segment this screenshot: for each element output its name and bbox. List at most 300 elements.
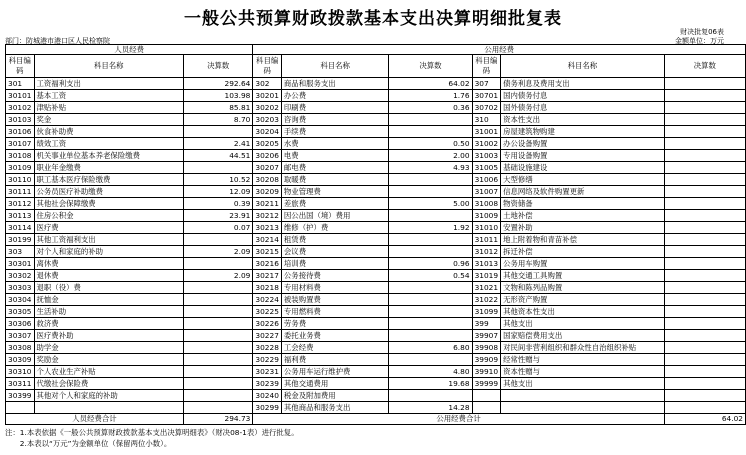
name-cell: 工会经费 <box>281 342 388 354</box>
name-cell: 退休费 <box>34 270 183 282</box>
table-row <box>6 114 746 126</box>
name-cell: 咨询费 <box>281 114 388 126</box>
table-row <box>6 138 746 150</box>
name-cell: 差旅费 <box>281 198 388 210</box>
code-cell: 31001 <box>472 126 501 138</box>
code-cell: 39909 <box>472 354 501 366</box>
col-amount-header: 决算数 <box>389 55 472 78</box>
name-cell: 物资储备 <box>501 198 665 210</box>
amount-cell <box>389 186 472 198</box>
code-cell: 30305 <box>6 306 35 318</box>
code-cell: 30311 <box>6 378 35 390</box>
amount-cell <box>664 234 745 246</box>
name-cell: 代缴社会保险费 <box>34 378 183 390</box>
name-cell: 其他资本性支出 <box>501 306 665 318</box>
code-cell: 31010 <box>472 222 501 234</box>
name-cell: 印刷费 <box>281 102 388 114</box>
amount-cell <box>183 378 252 390</box>
name-cell: 资本性赠与 <box>501 366 665 378</box>
table-row <box>6 306 746 318</box>
name-cell: 被装购置费 <box>281 294 388 306</box>
amount-cell: 1.92 <box>389 222 472 234</box>
table-row <box>6 378 746 390</box>
name-cell: 其他商品和服务支出 <box>281 402 388 414</box>
col-code-header: 科目编码 <box>472 55 501 78</box>
name-cell: 其他交通费用 <box>281 378 388 390</box>
name-cell: 对个人和家庭的补助 <box>34 246 183 258</box>
public-total-value: 64.02 <box>664 414 745 425</box>
amount-cell: 2.09 <box>183 246 252 258</box>
name-cell: 住房公积金 <box>34 210 183 222</box>
amount-cell <box>183 342 252 354</box>
code-cell: 31099 <box>472 306 501 318</box>
table-row <box>6 162 746 174</box>
name-cell: 其他支出 <box>501 378 665 390</box>
code-cell: 30199 <box>6 234 35 246</box>
code-cell: 31008 <box>472 198 501 210</box>
name-cell <box>501 402 665 414</box>
amount-cell <box>664 270 745 282</box>
name-cell: 国家赔偿费用支出 <box>501 330 665 342</box>
code-cell: 30227 <box>253 330 282 342</box>
code-cell: 30103 <box>6 114 35 126</box>
amount-cell <box>664 138 745 150</box>
amount-cell <box>664 330 745 342</box>
amount-cell <box>664 210 745 222</box>
code-cell: 30101 <box>6 90 35 102</box>
amount-cell: 0.50 <box>389 138 472 150</box>
code-cell: 30109 <box>6 162 35 174</box>
amount-cell: 5.00 <box>389 198 472 210</box>
amount-cell <box>664 294 745 306</box>
name-cell: 商品和服务支出 <box>281 78 388 90</box>
code-cell: 30110 <box>6 174 35 186</box>
code-cell <box>472 390 501 402</box>
amount-cell: 6.80 <box>389 342 472 354</box>
code-cell: 31005 <box>472 162 501 174</box>
code-cell: 399 <box>472 318 501 330</box>
code-cell: 30211 <box>253 198 282 210</box>
amount-cell <box>664 174 745 186</box>
name-cell: 专用材料费 <box>281 282 388 294</box>
code-cell: 30303 <box>6 282 35 294</box>
code-cell: 30213 <box>253 222 282 234</box>
name-cell: 维修（护）费 <box>281 222 388 234</box>
amount-cell <box>664 114 745 126</box>
name-cell: 基本工资 <box>34 90 183 102</box>
code-cell: 39907 <box>472 330 501 342</box>
table-row <box>6 174 746 186</box>
name-cell: 电费 <box>281 150 388 162</box>
amount-cell <box>664 126 745 138</box>
table-row <box>6 294 746 306</box>
name-cell: 伙食补助费 <box>34 126 183 138</box>
name-cell: 职工基本医疗保险缴费 <box>34 174 183 186</box>
code-cell: 310 <box>472 114 501 126</box>
note-line: 2.本表以“万元”为金额单位（保留两位小数）。 <box>5 439 172 448</box>
amount-cell <box>664 102 745 114</box>
name-cell: 国内债务付息 <box>501 90 665 102</box>
amount-cell <box>183 258 252 270</box>
code-cell: 30112 <box>6 198 35 210</box>
form-code: 财决批复06表 <box>680 28 724 36</box>
name-cell: 职业年金缴费 <box>34 162 183 174</box>
code-cell: 30217 <box>253 270 282 282</box>
code-cell: 39999 <box>472 378 501 390</box>
code-cell: 30201 <box>253 90 282 102</box>
amount-cell: 85.81 <box>183 102 252 114</box>
code-cell: 303 <box>6 246 35 258</box>
name-cell: 水费 <box>281 138 388 150</box>
amount-cell <box>389 114 472 126</box>
amount-cell <box>664 186 745 198</box>
name-cell: 文物和陈列品购置 <box>501 282 665 294</box>
code-cell: 30299 <box>253 402 282 414</box>
table-row <box>6 186 746 198</box>
amount-cell: 19.68 <box>389 378 472 390</box>
code-cell: 30229 <box>253 354 282 366</box>
name-cell <box>501 390 665 402</box>
amount-cell <box>664 366 745 378</box>
personnel-header: 人员经费 <box>6 45 253 55</box>
code-cell: 30107 <box>6 138 35 150</box>
col-name-header: 科目名称 <box>281 55 388 78</box>
amount-cell <box>183 234 252 246</box>
col-code-header: 科目编码 <box>6 55 35 78</box>
code-cell: 30111 <box>6 186 35 198</box>
table-row <box>6 198 746 210</box>
code-cell: 31009 <box>472 210 501 222</box>
amount-cell <box>664 378 745 390</box>
amount-cell <box>664 390 745 402</box>
name-cell: 专用设备购置 <box>501 150 665 162</box>
personnel-total-value: 294.73 <box>183 414 252 425</box>
name-cell: 公务接待费 <box>281 270 388 282</box>
amount-cell <box>664 90 745 102</box>
amount-cell <box>389 390 472 402</box>
name-cell: 退职（役）费 <box>34 282 183 294</box>
amount-cell: 1.76 <box>389 90 472 102</box>
amount-cell <box>664 198 745 210</box>
code-cell: 307 <box>472 78 501 90</box>
table-row <box>6 282 746 294</box>
name-cell: 机关事业单位基本养老保险缴费 <box>34 150 183 162</box>
code-cell: 31013 <box>472 258 501 270</box>
department-label: 部门：防城港市港口区人民检察院 <box>5 37 110 45</box>
col-amount-header: 决算数 <box>183 55 252 78</box>
code-cell: 30209 <box>253 186 282 198</box>
amount-cell <box>389 174 472 186</box>
table-row <box>6 210 746 222</box>
name-cell: 经常性赠与 <box>501 354 665 366</box>
amount-cell <box>183 354 252 366</box>
code-cell: 30106 <box>6 126 35 138</box>
amount-cell: 0.96 <box>389 258 472 270</box>
col-name-header: 科目名称 <box>34 55 183 78</box>
code-cell: 30205 <box>253 138 282 150</box>
amount-cell: 8.70 <box>183 114 252 126</box>
name-cell: 拆迁补偿 <box>501 246 665 258</box>
code-cell: 31003 <box>472 150 501 162</box>
amount-cell <box>389 126 472 138</box>
table-row <box>6 234 746 246</box>
amount-cell <box>183 294 252 306</box>
code-cell: 30308 <box>6 342 35 354</box>
name-cell: 信息网络及软件购置更新 <box>501 186 665 198</box>
amount-cell <box>183 126 252 138</box>
name-cell: 福利费 <box>281 354 388 366</box>
amount-cell: 2.09 <box>183 270 252 282</box>
code-cell: 30108 <box>6 150 35 162</box>
code-cell <box>472 402 501 414</box>
code-cell: 30307 <box>6 330 35 342</box>
code-cell: 31007 <box>472 186 501 198</box>
code-cell: 31012 <box>472 246 501 258</box>
name-cell: 公务用车运行维护费 <box>281 366 388 378</box>
amount-cell <box>389 354 472 366</box>
amount-cell <box>664 258 745 270</box>
name-cell: 委托业务费 <box>281 330 388 342</box>
amount-cell: 0.39 <box>183 198 252 210</box>
code-cell: 30306 <box>6 318 35 330</box>
code-cell: 30225 <box>253 306 282 318</box>
name-cell: 培训费 <box>281 258 388 270</box>
name-cell: 会议费 <box>281 246 388 258</box>
amount-cell: 2.00 <box>389 150 472 162</box>
amount-cell <box>664 318 745 330</box>
amount-cell <box>183 330 252 342</box>
notes <box>5 427 299 449</box>
code-cell: 302 <box>253 78 282 90</box>
name-cell: 抚恤金 <box>34 294 183 306</box>
table-row <box>6 78 746 90</box>
amount-cell <box>389 282 472 294</box>
amount-cell <box>664 342 745 354</box>
name-cell: 对民间非营利组织和群众性自治组织补贴 <box>501 342 665 354</box>
col-name-header: 科目名称 <box>501 55 665 78</box>
table-row <box>6 342 746 354</box>
name-cell: 国外债务付息 <box>501 102 665 114</box>
name-cell: 无形资产购置 <box>501 294 665 306</box>
name-cell: 因公出国（境）费用 <box>281 210 388 222</box>
name-cell: 取暖费 <box>281 174 388 186</box>
personnel-total-label: 人员经费合计 <box>6 414 184 425</box>
table-row <box>6 150 746 162</box>
amount-cell <box>664 282 745 294</box>
amount-cell: 4.93 <box>389 162 472 174</box>
amount-cell: 2.41 <box>183 138 252 150</box>
code-cell: 30203 <box>253 114 282 126</box>
name-cell: 其他交通工具购置 <box>501 270 665 282</box>
name-cell: 租赁费 <box>281 234 388 246</box>
name-cell: 离休费 <box>34 258 183 270</box>
code-cell: 31019 <box>472 270 501 282</box>
code-cell: 30218 <box>253 282 282 294</box>
name-cell: 土地补偿 <box>501 210 665 222</box>
code-cell: 30204 <box>253 126 282 138</box>
code-cell: 30215 <box>253 246 282 258</box>
table-row <box>6 390 746 402</box>
code-cell: 30206 <box>253 150 282 162</box>
amount-cell: 14.28 <box>389 402 472 414</box>
code-cell: 30214 <box>253 234 282 246</box>
name-cell: 房屋建筑物购建 <box>501 126 665 138</box>
amount-cell: 23.91 <box>183 210 252 222</box>
name-cell: 其他社会保障缴费 <box>34 198 183 210</box>
amount-cell: 4.80 <box>389 366 472 378</box>
amount-cell <box>389 318 472 330</box>
code-cell: 30240 <box>253 390 282 402</box>
code-cell: 301 <box>6 78 35 90</box>
code-cell: 39910 <box>472 366 501 378</box>
code-cell: 31002 <box>472 138 501 150</box>
name-cell: 大型修缮 <box>501 174 665 186</box>
col-code-header: 科目编码 <box>253 55 282 78</box>
name-cell: 其他支出 <box>501 318 665 330</box>
name-cell: 专用燃料费 <box>281 306 388 318</box>
table-row <box>6 258 746 270</box>
name-cell: 个人农业生产补贴 <box>34 366 183 378</box>
amount-cell <box>183 282 252 294</box>
amount-cell <box>664 78 745 90</box>
name-cell: 基础设施建设 <box>501 162 665 174</box>
code-cell: 30702 <box>472 102 501 114</box>
code-cell: 30114 <box>6 222 35 234</box>
table-row <box>6 318 746 330</box>
table-row <box>6 354 746 366</box>
table-row <box>6 246 746 258</box>
name-cell: 绩效工资 <box>34 138 183 150</box>
name-cell: 资本性支出 <box>501 114 665 126</box>
amount-cell <box>183 366 252 378</box>
code-cell: 30302 <box>6 270 35 282</box>
name-cell: 办公费 <box>281 90 388 102</box>
amount-cell <box>664 402 745 414</box>
table-row <box>6 222 746 234</box>
amount-cell: 292.64 <box>183 78 252 90</box>
name-cell: 津贴补贴 <box>34 102 183 114</box>
name-cell: 医疗费 <box>34 222 183 234</box>
name-cell: 助学金 <box>34 342 183 354</box>
code-cell: 30102 <box>6 102 35 114</box>
code-cell: 30226 <box>253 318 282 330</box>
code-cell: 30202 <box>253 102 282 114</box>
table-row <box>6 402 746 414</box>
name-cell: 其他对个人和家庭的补助 <box>34 390 183 402</box>
amount-cell <box>389 306 472 318</box>
amount-cell <box>183 402 252 414</box>
code-cell: 30113 <box>6 210 35 222</box>
amount-cell <box>664 246 745 258</box>
public-total-label: 公用经费合计 <box>253 414 664 425</box>
table-row <box>6 126 746 138</box>
code-cell: 30399 <box>6 390 35 402</box>
amount-cell <box>389 234 472 246</box>
name-cell: 邮电费 <box>281 162 388 174</box>
amount-cell <box>664 162 745 174</box>
code-cell: 30304 <box>6 294 35 306</box>
report-title: 一般公共预算财政拨款基本支出决算明细批复表 <box>184 9 562 29</box>
name-cell: 税金及附加费用 <box>281 390 388 402</box>
amount-cell: 44.51 <box>183 150 252 162</box>
name-cell <box>34 402 183 414</box>
amount-cell <box>664 150 745 162</box>
name-cell: 地上附着物和青苗补偿 <box>501 234 665 246</box>
note-line: 注：1.本表依据《一般公共预算财政拨款基本支出决算明细表》（财决08-1表）进行批复。 <box>5 428 299 437</box>
amount-cell <box>389 330 472 342</box>
name-cell: 物业管理费 <box>281 186 388 198</box>
name-cell: 奖励金 <box>34 354 183 366</box>
amount-cell: 0.54 <box>389 270 472 282</box>
expenditure-table <box>5 44 746 425</box>
name-cell: 医疗费补助 <box>34 330 183 342</box>
amount-cell <box>389 294 472 306</box>
amount-cell <box>664 306 745 318</box>
code-cell: 30208 <box>253 174 282 186</box>
code-cell: 30228 <box>253 342 282 354</box>
code-cell: 31022 <box>472 294 501 306</box>
code-cell: 30231 <box>253 366 282 378</box>
name-cell: 救济费 <box>34 318 183 330</box>
code-cell: 30224 <box>253 294 282 306</box>
name-cell: 公务员医疗补助缴费 <box>34 186 183 198</box>
name-cell: 安置补助 <box>501 222 665 234</box>
amount-cell: 10.52 <box>183 174 252 186</box>
amount-cell: 0.07 <box>183 222 252 234</box>
amount-cell <box>664 222 745 234</box>
col-amount-header: 决算数 <box>664 55 745 78</box>
amount-cell <box>183 390 252 402</box>
name-cell: 工资福利支出 <box>34 78 183 90</box>
amount-cell <box>389 246 472 258</box>
name-cell: 其他工资福利支出 <box>34 234 183 246</box>
code-cell: 30212 <box>253 210 282 222</box>
name-cell: 劳务费 <box>281 318 388 330</box>
code-cell: 31011 <box>472 234 501 246</box>
code-cell: 30301 <box>6 258 35 270</box>
code-cell: 39908 <box>472 342 501 354</box>
amount-cell: 103.98 <box>183 90 252 102</box>
amount-unit: 金额单位：万元 <box>675 37 724 45</box>
table-row <box>6 90 746 102</box>
name-cell: 手续费 <box>281 126 388 138</box>
code-cell: 31021 <box>472 282 501 294</box>
code-cell: 30309 <box>6 354 35 366</box>
amount-cell <box>389 210 472 222</box>
code-cell: 30239 <box>253 378 282 390</box>
amount-cell <box>664 354 745 366</box>
table-row <box>6 366 746 378</box>
name-cell: 奖金 <box>34 114 183 126</box>
amount-cell <box>183 306 252 318</box>
table-row <box>6 270 746 282</box>
totals-row <box>6 414 746 425</box>
table-row <box>6 330 746 342</box>
code-cell: 30310 <box>6 366 35 378</box>
amount-cell: 64.02 <box>389 78 472 90</box>
code-cell: 30216 <box>253 258 282 270</box>
amount-cell <box>183 318 252 330</box>
amount-cell <box>183 162 252 174</box>
code-cell: 30701 <box>472 90 501 102</box>
name-cell: 生活补助 <box>34 306 183 318</box>
name-cell: 债务利息及费用支出 <box>501 78 665 90</box>
amount-cell: 0.36 <box>389 102 472 114</box>
public-header: 公用经费 <box>253 45 746 55</box>
table-row <box>6 102 746 114</box>
name-cell: 公务用车购置 <box>501 258 665 270</box>
name-cell: 办公设备购置 <box>501 138 665 150</box>
